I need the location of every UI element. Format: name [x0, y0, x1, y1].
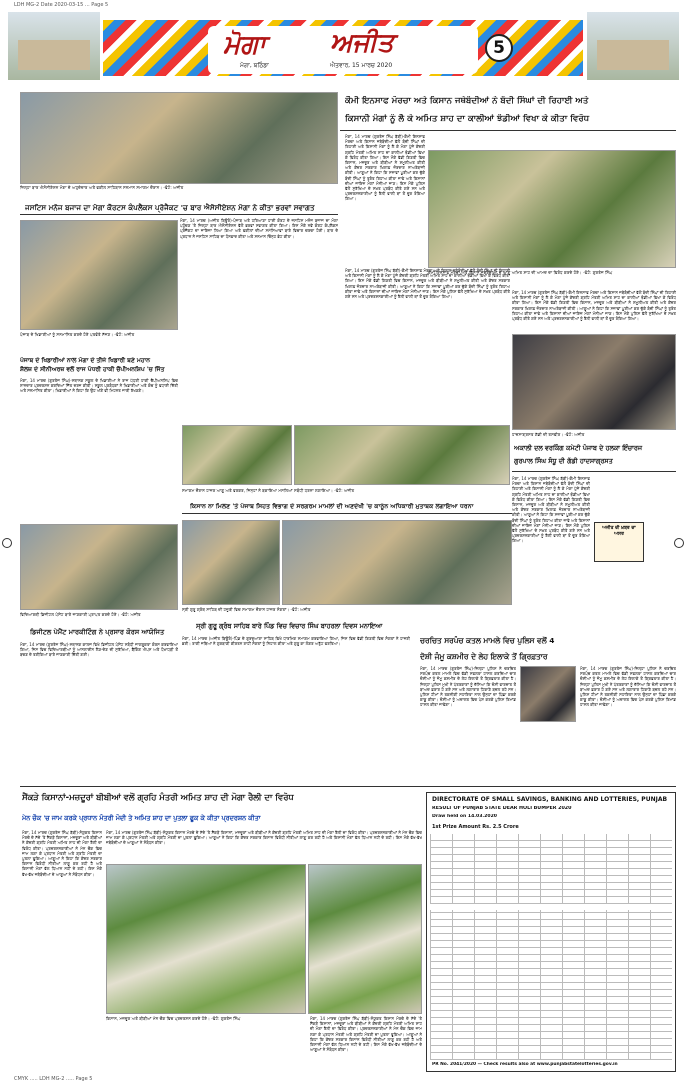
lawyers-body: ਮੋਗਾ, 14 ਮਾਰਚ (ਅਜੀਤ ਬਿਊਰੋ)-ਪੰਜਾਬ ਅਤੇ ਹਰਿਆਣਾ ਹਾਈ ਕੋਰਟ ਦੇ ਜਸਟਿਸ ਮਨੋਜ ਬਜਾਜ ਦਾ ਮੋਗਾ ਪਹੁੰਚਣ 'ਤੇ ਜ਼ਿਲ੍ਹਾ ਬਾਰ ਐਸੋਸੀਏਸ਼ਨ ਵੱਲੋਂ ਭਰਵਾਂ ਸਵਾਗਤ ਕੀਤਾ ਗਿਆ। ਇਸ ਮੌਕੇ ਨਵੇਂ ਕੋਰਟ ਕੰਪਲੈਕਸ ਪ੍ਰੋਜੈਕਟ ਦਾ ਜਾਇਜ਼ਾ ਲਿਆ ਗਿਆ ਅਤੇ ਵਕੀਲਾਂ ਦੀਆਂ ਸਮੱਸਿਆਵਾਂ ਬਾਰੇ ਵਿਚਾਰ ਚਰਚਾ ਹੋਈ। ਬਾਰ ਦੇ ਪ੍ਰਧਾਨ ਨੇ ਜਸਟਿਸ ਸਾਹਿਬ ਦਾ ਧੰਨਵਾਦ ਕੀਤਾ ਅਤੇ ਸਨਮਾਨ ਚਿੰਨ੍ਹ ਭੇਟ ਕੀਤਾ।: [180, 218, 338, 239]
farmers-headline-1: ਕੌਮੀ ਇਨਸਾਫ ਮੋਰਚਾ ਅਤੇ ਕਿਸਾਨ ਜਥੇਬੰਦੀਆਂ ਨੇ ਬੰਦੀ ਸਿੰਘਾਂ ਦੀ ਰਿਹਾਈ ਅਤੇ: [345, 96, 589, 106]
lottery-footer: PR No. 2041/2020 — Check results also at www.punjabstatelotteries.gov.in: [432, 1062, 618, 1067]
car-accident-photo: [512, 334, 676, 430]
farmers-photo: [428, 150, 676, 268]
murder-headline-2: ਦੋਸ਼ੀ ਜੰਮੂ ਕਸ਼ਮੀਰ ਦੇ ਲੇਹ ਇਲਾਕੇ ਤੋਂ ਗ੍ਰਿਫ਼ਤਾਰ: [420, 652, 548, 661]
murder-body-col2: ਮੋਗਾ, 14 ਮਾਰਚ (ਗੁਰਤੇਜ ਸਿੰਘ)-ਜ਼ਿਲ੍ਹਾ ਪੁਲਿਸ ਨੇ ਚਰਚਿਤ ਸਰਪੰਚ ਕਤਲ ਮਾਮਲੇ ਵਿਚ ਵੱਡੀ ਸਫਲਤਾ ਹਾਸਲ ਕਰਦਿਆਂ ਚਾਰ ਦੋਸ਼ੀਆਂ ਨੂੰ ਜੰਮੂ ਕਸ਼ਮੀਰ ਦੇ ਲੇਹ ਇਲਾਕੇ ਤੋਂ ਗ੍ਰਿਫ਼ਤਾਰ ਕੀਤਾ ਹੈ। ਜ਼ਿਲ੍ਹਾ ਪੁਲਿਸ ਮੁਖੀ ਨੇ ਪੱਤਰਕਾਰਾਂ ਨੂੰ ਦੱਸਿਆ ਕਿ ਦੋਸ਼ੀ ਵਾਰਦਾਤ ਤੋਂ ਬਾਅਦ ਫ਼ਰਾਰ ਹੋ ਗਏ ਸਨ ਅਤੇ ਲਗਾਤਾਰ ਟਿਕਾਣੇ ਬਦਲ ਰਹੇ ਸਨ। ਪੁਲਿਸ ਟੀਮਾਂ ਨੇ ਤਕਨੀਕੀ ਸਹਾਇਤਾ ਨਾਲ ਉਨ੍ਹਾਂ ਦਾ ਪਿੱਛਾ ਕਰਕੇ ਕਾਬੂ ਕੀਤਾ। ਦੋਸ਼ੀਆਂ ਨੂੰ ਅਦਾਲਤ ਵਿਚ ਪੇਸ਼ ਕਰਕੇ ਪੁਲਿਸ ਰਿਮਾਂਡ ਹਾਸਲ ਕੀਤਾ ਜਾਵੇਗਾ।: [580, 666, 676, 708]
masthead-date: ਐਤਵਾਰ, 15 ਮਾਰਚ 2020: [330, 62, 393, 69]
inset-box-text: ਅਜੀਤ ਦੀ ਖ਼ਬਰ ਦਾ ਅਸਰ: [602, 526, 636, 537]
masthead-building-left: [8, 12, 100, 80]
masthead: [8, 12, 679, 82]
rally-body-col1: ਮੋਗਾ, 14 ਮਾਰਚ (ਗੁਰਤੇਜ ਸਿੰਘ ਬੱਬੀ)-ਸੰਯੁਕਤ ਕਿਸਾਨ ਮੋਰਚੇ ਦੇ ਸੱਦੇ 'ਤੇ ਸੈਂਕੜੇ ਕਿਸਾਨਾਂ, ਮਜ਼ਦੂਰਾਂ ਅਤੇ ਬੀਬੀਆਂ ਨੇ ਕੇਂਦਰੀ ਗ੍ਰਹਿ ਮੰਤਰੀ ਅਮਿਤ ਸ਼ਾਹ ਦੀ ਮੋਗਾ ਰੈਲੀ ਦਾ ਵਿਰੋਧ ਕੀਤਾ। ਪ੍ਰਦਰਸ਼ਨਕਾਰੀਆਂ ਨੇ ਮੇਨ ਚੌਕ ਵਿਚ ਜਾਮ ਲਗਾ ਕੇ ਪ੍ਰਧਾਨ ਮੰਤਰੀ ਅਤੇ ਗ੍ਰਹਿ ਮੰਤਰੀ ਦਾ ਪੁਤਲਾ ਫੂਕਿਆ। ਆਗੂਆਂ ਨੇ ਕਿਹਾ ਕਿ ਕੇਂਦਰ ਸਰਕਾਰ ਕਿਸਾਨ ਵਿਰੋਧੀ ਨੀਤੀਆਂ ਲਾਗੂ ਕਰ ਰਹੀ ਹੈ ਅਤੇ ਕਿਸਾਨੀ ਮੰਗਾਂ ਵੱਲ ਧਿਆਨ ਨਹੀਂ ਦੇ ਰਹੀ। ਇਸ ਮੌਕੇ ਵੱਖ-ਵੱਖ ਜਥੇਬੰਦੀਆਂ ਦੇ ਆਗੂਆਂ ਨੇ ਸੰਬੋਧਨ ਕੀਤਾ।: [22, 830, 102, 877]
farmers-body-col3: ਮੋਗਾ, 14 ਮਾਰਚ (ਗੁਰਤੇਜ ਸਿੰਘ ਬੱਬੀ)-ਕੌਮੀ ਇਨਸਾਫ ਮੋਰਚਾ ਅਤੇ ਕਿਸਾਨ ਜਥੇਬੰਦੀਆਂ ਵੱਲੋਂ ਬੰਦੀ ਸਿੰਘਾਂ ਦੀ ਰਿਹਾਈ ਅਤੇ ਕਿਸਾਨੀ ਮੰਗਾਂ ਨੂੰ ਲੈ ਕੇ ਮੋਗਾ ਪੁੱਜੇ ਕੇਂਦਰੀ ਗ੍ਰਹਿ ਮੰਤਰੀ ਅਮਿਤ ਸ਼ਾਹ ਦਾ ਕਾਲੀਆਂ ਝੰਡੀਆਂ ਵਿਖਾ ਕੇ ਵਿਰੋਧ ਕੀਤਾ ਗਿਆ। ਇਸ ਮੌਕੇ ਵੱਡੀ ਗਿਣਤੀ ਵਿਚ ਕਿਸਾਨ, ਮਜ਼ਦੂਰ ਅਤੇ ਬੀਬੀਆਂ ਨੇ ਸ਼ਮੂਲੀਅਤ ਕੀਤੀ ਅਤੇ ਕੇਂਦਰ ਸਰਕਾਰ ਖ਼ਿਲਾਫ਼ ਜ਼ੋਰਦਾਰ ਨਾਅਰੇਬਾਜ਼ੀ ਕੀਤੀ। ਆਗੂਆਂ ਨੇ ਕਿਹਾ ਕਿ ਸਜ਼ਾਵਾਂ ਪੂਰੀਆਂ ਕਰ ਚੁੱਕੇ ਬੰਦੀ ਸਿੰਘਾਂ ਨੂੰ ਤੁਰੰਤ ਰਿਹਾਅ ਕੀਤਾ ਜਾਵੇ ਅਤੇ ਕਿਸਾਨਾਂ ਦੀਆਂ ਜਾਇਜ਼ ਮੰਗਾਂ ਮੰਨੀਆਂ ਜਾਣ। ਇਸ ਮੌਕੇ ਪੁਲਿਸ ਵੱਲੋਂ ਸੁਰੱਖਿਆ ਦੇ ਸਖ਼ਤ ਪ੍ਰਬੰਧ ਕੀਤੇ ਗਏ ਸਨ ਅਤੇ ਪ੍ਰਦਰਸ਼ਨਕਾਰੀਆਂ ਨੂੰ ਰੈਲੀ ਵਾਲੀ ਥਾਂ ਤੋਂ ਦੂਰ ਰੋਕਿਆ ਗਿਆ।: [512, 290, 676, 322]
print-bottom-line: CMYK ..... LDH MG-2 ..... Page 5: [14, 1076, 93, 1082]
lottery-subtitle: RESULT OF PUNJAB STATE DEAR HOLI BUMPER 2020: [432, 806, 572, 811]
farmers-caption: ਕੌਮੀ ਇਨਸਾਫ ਮੋਰਚਾ ਅਤੇ ਕਿਸਾਨ ਜਥੇਬੰਦੀਆਂ ਦੇ ਆਗੂ ਅਮਿਤ ਸ਼ਾਹ ਦੀ ਆਮਦ ਦਾ ਵਿਰੋਧ ਕਰਦੇ ਹੋਏ। -ਫੋਟੋ: ਗੁਰਤੇਜ ਸਿੰਘ: [428, 270, 613, 275]
police-officer-photo: [520, 666, 576, 722]
car-accident-caption: ਹਾਦਸਾਗ੍ਰਸਤ ਗੱਡੀ ਦੀ ਤਸਵੀਰ। -ਫੋਟੋ: ਅਜੀਤ: [512, 432, 585, 437]
lottery-first-prize: 1st Prize Amount Rs. 2.5 Crore: [432, 824, 519, 830]
gurdwara-caption: ਸ੍ਰੀ ਗੁਰੂ ਗ੍ਰੰਥ ਸਾਹਿਬ ਦੀ ਹਜ਼ੂਰੀ ਵਿਚ ਸਮਾਗਮ ਦੌਰਾਨ ਹਾਜ਼ਰ ਸੰਗਤਾਂ। -ਫੋਟੋ: ਅਜੀਤ: [182, 607, 311, 612]
protest-photo-right: [294, 425, 510, 485]
digital-photo: [20, 524, 178, 610]
hockey-photo: [20, 220, 178, 330]
divider: [340, 130, 676, 131]
hockey-headline-1: ਪੰਜਾਬ ਦੇ ਖਿਡਾਰੀਆਂ ਨਾਲ ਮੋਗਾ ਦੇ ਤੀਜੇ ਖਿਡਾਰੀ ਬਣੇ ਮਹਾਨ: [20, 357, 150, 364]
lawyers-caption: ਜ਼ਿਲ੍ਹਾ ਬਾਰ ਐਸੋਸੀਏਸ਼ਨ ਮੋਗਾ ਦੇ ਅਹੁਦੇਦਾਰ ਅਤੇ ਵਕੀਲ ਸਾਹਿਬਾਨ ਸਨਮਾਨ ਸਮਾਗਮ ਦੌਰਾਨ। -ਫੋਟੋ: ਅਜੀਤ: [20, 185, 184, 190]
lawyers-headline: ਜਸਟਿਸ ਮਨੋਜ ਬਜਾਜ ਦਾ ਮੋਗਾ ਕੌਰਟਸ ਕੰਪਲੈਕਸ ਪ੍ਰੋਜੈਕਟ 'ਚ ਬਾਰ ਐਸੋਸੀਏਸ਼ਨ ਮੋਗਾ ਨੇ ਕੀਤਾ ਭਰਵਾਂ ਸਵਾਗਤ: [25, 203, 315, 212]
protest-photo-left: [182, 425, 292, 485]
rally-headline: ਸੈਂਕੜੇ ਕਿਸਾਨਾਂ-ਮਜ਼ਦੂਰਾਂ ਬੀਬੀਆਂ ਵਲੋਂ ਗ੍ਰਹਿ ਮੰਤਰੀ ਅਮਿਤ ਸ਼ਾਹ ਦੀ ਮੋਗਾ ਰੈਲੀ ਦਾ ਵਿਰੋਧ: [22, 792, 294, 802]
hockey-body: ਮੋਗਾ, 14 ਮਾਰਚ (ਗੁਰਤੇਜ ਸਿੰਘ)-ਸਥਾਨਕ ਸਕੂਲ ਦੇ ਖਿਡਾਰੀਆਂ ਨੇ ਰਾਜ ਪੱਧਰੀ ਹਾਕੀ ਚੈਂਪੀਅਨਸ਼ਿਪ ਵਿਚ ਸ਼ਾਨਦਾਰ ਪ੍ਰਦਰਸ਼ਨ ਕਰਦਿਆਂ ਜਿੱਤ ਦਰਜ ਕੀਤੀ। ਸਕੂਲ ਪ੍ਰਬੰਧਕਾਂ ਨੇ ਖਿਡਾਰੀਆਂ ਅਤੇ ਕੋਚ ਨੂੰ ਵਧਾਈ ਦਿੱਤੀ ਅਤੇ ਸਨਮਾਨਿਤ ਕੀਤਾ। ਖਿਡਾਰੀਆਂ ਨੇ ਕਿਹਾ ਕਿ ਉਹ ਅੱਗੇ ਵੀ ਮਿਹਨਤ ਜਾਰੀ ਰੱਖਣਗੇ।: [20, 378, 178, 394]
divider: [182, 513, 512, 514]
hockey-caption: ਪੰਜਾਬ ਦੇ ਖਿਡਾਰੀਆਂ ਨੂੰ ਸਨਮਾਨਿਤ ਕਰਦੇ ਹੋਏ ਪਤਵੰਤੇ ਸੱਜਣ। -ਫੋਟੋ: ਅਜੀਤ: [20, 332, 135, 337]
print-info-line: LDH MG-2 Date 2020-03-15 ... Page 5: [14, 2, 109, 8]
lottery-title: DIRECTORATE OF SMALL SAVINGS, BANKING AND LOTTERIES, PUNJAB: [432, 796, 668, 803]
crop-mark-right: [674, 538, 684, 548]
farmers-body-col1: ਮੋਗਾ, 14 ਮਾਰਚ (ਗੁਰਤੇਜ ਸਿੰਘ ਬੱਬੀ)-ਕੌਮੀ ਇਨਸਾਫ ਮੋਰਚਾ ਅਤੇ ਕਿਸਾਨ ਜਥੇਬੰਦੀਆਂ ਵੱਲੋਂ ਬੰਦੀ ਸਿੰਘਾਂ ਦੀ ਰਿਹਾਈ ਅਤੇ ਕਿਸਾਨੀ ਮੰਗਾਂ ਨੂੰ ਲੈ ਕੇ ਮੋਗਾ ਪੁੱਜੇ ਕੇਂਦਰੀ ਗ੍ਰਹਿ ਮੰਤਰੀ ਅਮਿਤ ਸ਼ਾਹ ਦਾ ਕਾਲੀਆਂ ਝੰਡੀਆਂ ਵਿਖਾ ਕੇ ਵਿਰੋਧ ਕੀਤਾ ਗਿਆ। ਇਸ ਮੌਕੇ ਵੱਡੀ ਗਿਣਤੀ ਵਿਚ ਕਿਸਾਨ, ਮਜ਼ਦੂਰ ਅਤੇ ਬੀਬੀਆਂ ਨੇ ਸ਼ਮੂਲੀਅਤ ਕੀਤੀ ਅਤੇ ਕੇਂਦਰ ਸਰਕਾਰ ਖ਼ਿਲਾਫ਼ ਜ਼ੋਰਦਾਰ ਨਾਅਰੇਬਾਜ਼ੀ ਕੀਤੀ। ਆਗੂਆਂ ਨੇ ਕਿਹਾ ਕਿ ਸਜ਼ਾਵਾਂ ਪੂਰੀਆਂ ਕਰ ਚੁੱਕੇ ਬੰਦੀ ਸਿੰਘਾਂ ਨੂੰ ਤੁਰੰਤ ਰਿਹਾਅ ਕੀਤਾ ਜਾਵੇ ਅਤੇ ਕਿਸਾਨਾਂ ਦੀਆਂ ਜਾਇਜ਼ ਮੰਗਾਂ ਮੰਨੀਆਂ ਜਾਣ। ਇਸ ਮੌਕੇ ਪੁਲਿਸ ਵੱਲੋਂ ਸੁਰੱਖਿਆ ਦੇ ਸਖ਼ਤ ਪ੍ਰਬੰਧ ਕੀਤੇ ਗਏ ਸਨ ਅਤੇ ਪ੍ਰਦਰਸ਼ਨਕਾਰੀਆਂ ਨੂੰ ਰੈਲੀ ਵਾਲੀ ਥਾਂ ਤੋਂ ਦੂਰ ਰੋਕਿਆ ਗਿਆ।: [345, 134, 425, 202]
car-accident-body: ਮੋਗਾ, 14 ਮਾਰਚ (ਗੁਰਤੇਜ ਸਿੰਘ ਬੱਬੀ)-ਕੌਮੀ ਇਨਸਾਫ ਮੋਰਚਾ ਅਤੇ ਕਿਸਾਨ ਜਥੇਬੰਦੀਆਂ ਵੱਲੋਂ ਬੰਦੀ ਸਿੰਘਾਂ ਦੀ ਰਿਹਾਈ ਅਤੇ ਕਿਸਾਨੀ ਮੰਗਾਂ ਨੂੰ ਲੈ ਕੇ ਮੋਗਾ ਪੁੱਜੇ ਕੇਂਦਰੀ ਗ੍ਰਹਿ ਮੰਤਰੀ ਅਮਿਤ ਸ਼ਾਹ ਦਾ ਕਾਲੀਆਂ ਝੰਡੀਆਂ ਵਿਖਾ ਕੇ ਵਿਰੋਧ ਕੀਤਾ ਗਿਆ। ਇਸ ਮੌਕੇ ਵੱਡੀ ਗਿਣਤੀ ਵਿਚ ਕਿਸਾਨ, ਮਜ਼ਦੂਰ ਅਤੇ ਬੀਬੀਆਂ ਨੇ ਸ਼ਮੂਲੀਅਤ ਕੀਤੀ ਅਤੇ ਕੇਂਦਰ ਸਰਕਾਰ ਖ਼ਿਲਾਫ਼ ਜ਼ੋਰਦਾਰ ਨਾਅਰੇਬਾਜ਼ੀ ਕੀਤੀ। ਆਗੂਆਂ ਨੇ ਕਿਹਾ ਕਿ ਸਜ਼ਾਵਾਂ ਪੂਰੀਆਂ ਕਰ ਚੁੱਕੇ ਬੰਦੀ ਸਿੰਘਾਂ ਨੂੰ ਤੁਰੰਤ ਰਿਹਾਅ ਕੀਤਾ ਜਾਵੇ ਅਤੇ ਕਿਸਾਨਾਂ ਦੀਆਂ ਜਾਇਜ਼ ਮੰਗਾਂ ਮੰਨੀਆਂ ਜਾਣ। ਇਸ ਮੌਕੇ ਪੁਲਿਸ ਵੱਲੋਂ ਸੁਰੱਖਿਆ ਦੇ ਸਖ਼ਤ ਪ੍ਰਬੰਧ ਕੀਤੇ ਗਏ ਸਨ ਅਤੇ ਪ੍ਰਦਰਸ਼ਨਕਾਰੀਆਂ ਨੂੰ ਰੈਲੀ ਵਾਲੀ ਥਾਂ ਤੋਂ ਦੂਰ ਰੋਕਿਆ ਗਿਆ।: [512, 476, 590, 544]
car-accident-headline-2: ਗੁਰਪਾਲ ਸਿੰਘ ਸੰਧੂ ਦੀ ਗੱਡੀ ਹਾਦਸਾਗ੍ਰਸਤ: [514, 457, 613, 465]
divider: [20, 214, 338, 215]
crop-mark-left: [2, 538, 12, 548]
digital-body: ਮੋਗਾ, 14 ਮਾਰਚ (ਗੁਰਤੇਜ ਸਿੰਘ)-ਸਥਾਨਕ ਕਾਲਜ ਵਿਖੇ ਡਿਜੀਟਲ ਪੇਮੈਂਟ ਸਬੰਧੀ ਜਾਗਰੂਕਤਾ ਕੋਰਸ ਕਰਵਾਇਆ ਗਿਆ, ਜਿਸ ਵਿਚ ਵਿਦਿਆਰਥੀਆਂ ਨੂੰ ਆਨਲਾਈਨ ਲੈਣ-ਦੇਣ ਦੀ ਸੁਰੱਖਿਆ, ਬੈਂਕਿੰਗ ਐਪਸ ਅਤੇ ਧੋਖਾਧੜੀ ਤੋਂ ਬਚਣ ਦੇ ਤਰੀਕਿਆਂ ਬਾਰੇ ਜਾਣਕਾਰੀ ਦਿੱਤੀ ਗਈ।: [20, 642, 178, 658]
rally-subheadline: ਮੇਨ ਚੌਕ 'ਚ ਜਾਮ ਕਰਕੇ ਪ੍ਰਧਾਨ ਮੰਤਰੀ ਮੋਦੀ ਤੇ ਅਮਿਤ ਸ਼ਾਹ ਦਾ ਪੁਤਲਾ ਫੂਕ ਕੇ ਕੀਤਾ ਪ੍ਰਦਰਸ਼ਨ ਕੀਤਾ: [22, 814, 261, 822]
masthead-building-right: [587, 12, 679, 80]
gurdwara-headline: ਸ੍ਰੀ ਗੁਰੂ ਗ੍ਰੰਥ ਸਾਹਿਬ ਬਾਰੇ ਪਿੰਡ ਵਿਚ ਵਿਚਾਰ ਸਿੰਘ ਬਾਹਰਲਾ ਦਿਵਸ ਮਨਾਇਆ: [196, 622, 383, 630]
digital-headline: ਡਿਜੀਟਲ ਪੇਮੈਂਟ ਮਾਰਕੀਟਿੰਗ ਨੇ ਪ੍ਰਸਾਰ ਕੋਰਸ ਆਯੋਜਿਤ: [30, 628, 165, 636]
masthead-title-moga: ਮੋਗਾ: [223, 30, 266, 60]
rally-body-top: ਮੋਗਾ, 14 ਮਾਰਚ (ਗੁਰਤੇਜ ਸਿੰਘ ਬੱਬੀ)-ਸੰਯੁਕਤ ਕਿਸਾਨ ਮੋਰਚੇ ਦੇ ਸੱਦੇ 'ਤੇ ਸੈਂਕੜੇ ਕਿਸਾਨਾਂ, ਮਜ਼ਦੂਰਾਂ ਅਤੇ ਬੀਬੀਆਂ ਨੇ ਕੇਂਦਰੀ ਗ੍ਰਹਿ ਮੰਤਰੀ ਅਮਿਤ ਸ਼ਾਹ ਦੀ ਮੋਗਾ ਰੈਲੀ ਦਾ ਵਿਰੋਧ ਕੀਤਾ। ਪ੍ਰਦਰਸ਼ਨਕਾਰੀਆਂ ਨੇ ਮੇਨ ਚੌਕ ਵਿਚ ਜਾਮ ਲਗਾ ਕੇ ਪ੍ਰਧਾਨ ਮੰਤਰੀ ਅਤੇ ਗ੍ਰਹਿ ਮੰਤਰੀ ਦਾ ਪੁਤਲਾ ਫੂਕਿਆ। ਆਗੂਆਂ ਨੇ ਕਿਹਾ ਕਿ ਕੇਂਦਰ ਸਰਕਾਰ ਕਿਸਾਨ ਵਿਰੋਧੀ ਨੀਤੀਆਂ ਲਾਗੂ ਕਰ ਰਹੀ ਹੈ ਅਤੇ ਕਿਸਾਨੀ ਮੰਗਾਂ ਵੱਲ ਧਿਆਨ ਨਹੀਂ ਦੇ ਰਹੀ। ਇਸ ਮੌਕੇ ਵੱਖ-ਵੱਖ ਜਥੇਬੰਦੀਆਂ ਦੇ ਆਗੂਆਂ ਨੇ ਸੰਬੋਧਨ ਕੀਤਾ।: [106, 830, 422, 846]
rally-photo-left: [106, 864, 306, 1014]
murder-headline-1: ਚਰਚਿਤ ਸਰਪੰਚ ਕਤਲ ਮਾਮਲੇ ਵਿਚ ਪੁਲਿਸ ਵਲੋਂ 4: [420, 636, 555, 645]
lawyers-photo: [20, 92, 338, 184]
farmers-headline-2: ਕਿਸਾਨੀ ਮੰਗਾਂ ਨੂੰ ਲੈ ਕੇ ਅਮਿਤ ਸ਼ਾਹ ਦਾ ਕਾਲੀਆਂ ਝੰਡੀਆਂ ਵਿਖਾ ਕੇ ਕੀਤਾ ਵਿਰੋਧ: [345, 114, 590, 124]
lottery-draw-line: Draw held on 14.03.2020: [432, 814, 497, 819]
murder-body-col1: ਮੋਗਾ, 14 ਮਾਰਚ (ਗੁਰਤੇਜ ਸਿੰਘ)-ਜ਼ਿਲ੍ਹਾ ਪੁਲਿਸ ਨੇ ਚਰਚਿਤ ਸਰਪੰਚ ਕਤਲ ਮਾਮਲੇ ਵਿਚ ਵੱਡੀ ਸਫਲਤਾ ਹਾਸਲ ਕਰਦਿਆਂ ਚਾਰ ਦੋਸ਼ੀਆਂ ਨੂੰ ਜੰਮੂ ਕਸ਼ਮੀਰ ਦੇ ਲੇਹ ਇਲਾਕੇ ਤੋਂ ਗ੍ਰਿਫ਼ਤਾਰ ਕੀਤਾ ਹੈ। ਜ਼ਿਲ੍ਹਾ ਪੁਲਿਸ ਮੁਖੀ ਨੇ ਪੱਤਰਕਾਰਾਂ ਨੂੰ ਦੱਸਿਆ ਕਿ ਦੋਸ਼ੀ ਵਾਰਦਾਤ ਤੋਂ ਬਾਅਦ ਫ਼ਰਾਰ ਹੋ ਗਏ ਸਨ ਅਤੇ ਲਗਾਤਾਰ ਟਿਕਾਣੇ ਬਦਲ ਰਹੇ ਸਨ। ਪੁਲਿਸ ਟੀਮਾਂ ਨੇ ਤਕਨੀਕੀ ਸਹਾਇਤਾ ਨਾਲ ਉਨ੍ਹਾਂ ਦਾ ਪਿੱਛਾ ਕਰਕੇ ਕਾਬੂ ਕੀਤਾ। ਦੋਸ਼ੀਆਂ ਨੂੰ ਅਦਾਲਤ ਵਿਚ ਪੇਸ਼ ਕਰਕੇ ਪੁਲਿਸ ਰਿਮਾਂਡ ਹਾਸਲ ਕੀਤਾ ਜਾਵੇਗਾ।: [420, 666, 516, 708]
page-number: 5: [485, 34, 513, 62]
masthead-title-ajit: ਅਜੀਤ: [330, 28, 394, 58]
divider: [512, 471, 676, 472]
digital-caption: ਵਿਦਿਆਰਥੀ ਡਿਜੀਟਲ ਪੇਮੈਂਟ ਬਾਰੇ ਜਾਣਕਾਰੀ ਪ੍ਰਾਪਤ ਕਰਦੇ ਹੋਏ। -ਫੋਟੋ: ਅਜੀਤ: [20, 612, 141, 617]
divider: [20, 786, 676, 787]
gurdwara-photo-left: [182, 520, 280, 605]
gurdwara-body: ਮੋਗਾ, 14 ਮਾਰਚ (ਅਜੀਤ ਬਿਊਰੋ)-ਪਿੰਡ ਦੇ ਗੁਰਦੁਆਰਾ ਸਾਹਿਬ ਵਿਖੇ ਧਾਰਮਿਕ ਸਮਾਗਮ ਕਰਵਾਇਆ ਗਿਆ, ਜਿਸ ਵਿਚ ਵੱਡੀ ਗਿਣਤੀ ਵਿਚ ਸੰਗਤਾਂ ਨੇ ਹਾਜ਼ਰੀ ਭਰੀ। ਰਾਗੀ ਜਥਿਆਂ ਨੇ ਗੁਰਬਾਣੀ ਕੀਰਤਨ ਰਾਹੀਂ ਸੰਗਤਾਂ ਨੂੰ ਨਿਹਾਲ ਕੀਤਾ ਅਤੇ ਗੁਰੂ ਕਾ ਲੰਗਰ ਅਤੁੱਟ ਵਰਤਿਆ।: [182, 636, 410, 647]
inset-box: [594, 522, 644, 562]
rally-caption: ਕਿਸਾਨ, ਮਜ਼ਦੂਰ ਅਤੇ ਬੀਬੀਆਂ ਮੇਨ ਚੌਕ ਵਿਚ ਪ੍ਰਦਰਸ਼ਨ ਕਰਦੇ ਹੋਏ। -ਫੋਟੋ: ਗੁਰਤੇਜ ਸਿੰਘ: [106, 1016, 241, 1021]
lottery-number-grid: [430, 910, 672, 1060]
lottery-prize-table: [430, 834, 672, 904]
car-accident-headline-1: ਅਕਾਲੀ ਦਲ ਵਰਕਿੰਗ ਕਮੇਟੀ ਪੰਜਾਬ ਦੇ ਹਲਕਾ ਇੰਚਾਰਜ: [514, 444, 643, 452]
protest-headline: ਕਿਸਾਨ ਨਾ ਮਿਲਣ 'ਤੇ ਪੰਜਾਬ ਸਿਹਤ ਵਿਭਾਗ ਦੇ ਸਰਗਰਮ ਮਾਮਲਾਂ ਦੀ ਅਣਦੇਖੀ 'ਚ ਕਾਨੂੰਨ ਅਧਿਕਾਰੀ ਮੁਤਾਬਕ ਲਗਾਇਆ ਧਰਨਾ: [190, 503, 474, 510]
gurdwara-photo-right: [282, 520, 512, 605]
protest-caption: ਸਮਾਗਮ ਦੌਰਾਨ ਹਾਜ਼ਰ ਆਗੂ ਅਤੇ ਵਰਕਰ, ਜਿਨ੍ਹਾਂ ਨੇ ਬਕਾਇਆ ਮਸਲਿਆਂ ਸਬੰਧੀ ਧਰਨਾ ਲਗਾਇਆ। -ਫੋਟੋ: ਅਜੀਤ: [182, 488, 355, 493]
rally-body-tail: ਮੋਗਾ, 14 ਮਾਰਚ (ਗੁਰਤੇਜ ਸਿੰਘ ਬੱਬੀ)-ਸੰਯੁਕਤ ਕਿਸਾਨ ਮੋਰਚੇ ਦੇ ਸੱਦੇ 'ਤੇ ਸੈਂਕੜੇ ਕਿਸਾਨਾਂ, ਮਜ਼ਦੂਰਾਂ ਅਤੇ ਬੀਬੀਆਂ ਨੇ ਕੇਂਦਰੀ ਗ੍ਰਹਿ ਮੰਤਰੀ ਅਮਿਤ ਸ਼ਾਹ ਦੀ ਮੋਗਾ ਰੈਲੀ ਦਾ ਵਿਰੋਧ ਕੀਤਾ। ਪ੍ਰਦਰਸ਼ਨਕਾਰੀਆਂ ਨੇ ਮੇਨ ਚੌਕ ਵਿਚ ਜਾਮ ਲਗਾ ਕੇ ਪ੍ਰਧਾਨ ਮੰਤਰੀ ਅਤੇ ਗ੍ਰਹਿ ਮੰਤਰੀ ਦਾ ਪੁਤਲਾ ਫੂਕਿਆ। ਆਗੂਆਂ ਨੇ ਕਿਹਾ ਕਿ ਕੇਂਦਰ ਸਰਕਾਰ ਕਿਸਾਨ ਵਿਰੋਧੀ ਨੀਤੀਆਂ ਲਾਗੂ ਕਰ ਰਹੀ ਹੈ ਅਤੇ ਕਿਸਾਨੀ ਮੰਗਾਂ ਵੱਲ ਧਿਆਨ ਨਹੀਂ ਦੇ ਰਹੀ। ਇਸ ਮੌਕੇ ਵੱਖ-ਵੱਖ ਜਥੇਬੰਦੀਆਂ ਦੇ ਆਗੂਆਂ ਨੇ ਸੰਬੋਧਨ ਕੀਤਾ।: [310, 1016, 422, 1053]
hockey-headline-2: ਸ਼ੈਲਜ਼ ਦੇ ਸੀਨੀਅਰਜ਼ ਵਲੋਂ ਰਾਜ ਪੱਧਰੀ ਹਾਕੀ ਚੈਂਪੀਅਨਸ਼ਿਪ 'ਚ ਜਿੱਤ: [20, 366, 165, 373]
rally-photo-right: [308, 864, 422, 1014]
farmers-body-col2: ਮੋਗਾ, 14 ਮਾਰਚ (ਗੁਰਤੇਜ ਸਿੰਘ ਬੱਬੀ)-ਕੌਮੀ ਇਨਸਾਫ ਮੋਰਚਾ ਅਤੇ ਕਿਸਾਨ ਜਥੇਬੰਦੀਆਂ ਵੱਲੋਂ ਬੰਦੀ ਸਿੰਘਾਂ ਦੀ ਰਿਹਾਈ ਅਤੇ ਕਿਸਾਨੀ ਮੰਗਾਂ ਨੂੰ ਲੈ ਕੇ ਮੋਗਾ ਪੁੱਜੇ ਕੇਂਦਰੀ ਗ੍ਰਹਿ ਮੰਤਰੀ ਅਮਿਤ ਸ਼ਾਹ ਦਾ ਕਾਲੀਆਂ ਝੰਡੀਆਂ ਵਿਖਾ ਕੇ ਵਿਰੋਧ ਕੀਤਾ ਗਿਆ। ਇਸ ਮੌਕੇ ਵੱਡੀ ਗਿਣਤੀ ਵਿਚ ਕਿਸਾਨ, ਮਜ਼ਦੂਰ ਅਤੇ ਬੀਬੀਆਂ ਨੇ ਸ਼ਮੂਲੀਅਤ ਕੀਤੀ ਅਤੇ ਕੇਂਦਰ ਸਰਕਾਰ ਖ਼ਿਲਾਫ਼ ਜ਼ੋਰਦਾਰ ਨਾਅਰੇਬਾਜ਼ੀ ਕੀਤੀ। ਆਗੂਆਂ ਨੇ ਕਿਹਾ ਕਿ ਸਜ਼ਾਵਾਂ ਪੂਰੀਆਂ ਕਰ ਚੁੱਕੇ ਬੰਦੀ ਸਿੰਘਾਂ ਨੂੰ ਤੁਰੰਤ ਰਿਹਾਅ ਕੀਤਾ ਜਾਵੇ ਅਤੇ ਕਿਸਾਨਾਂ ਦੀਆਂ ਜਾਇਜ਼ ਮੰਗਾਂ ਮੰਨੀਆਂ ਜਾਣ। ਇਸ ਮੌਕੇ ਪੁਲਿਸ ਵੱਲੋਂ ਸੁਰੱਖਿਆ ਦੇ ਸਖ਼ਤ ਪ੍ਰਬੰਧ ਕੀਤੇ ਗਏ ਸਨ ਅਤੇ ਪ੍ਰਦਰਸ਼ਨਕਾਰੀਆਂ ਨੂੰ ਰੈਲੀ ਵਾਲੀ ਥਾਂ ਤੋਂ ਦੂਰ ਰੋਕਿਆ ਗਿਆ।: [345, 268, 510, 300]
masthead-city-line: ਮੋਗਾ, ਬਠਿੰਡਾ: [240, 62, 269, 69]
